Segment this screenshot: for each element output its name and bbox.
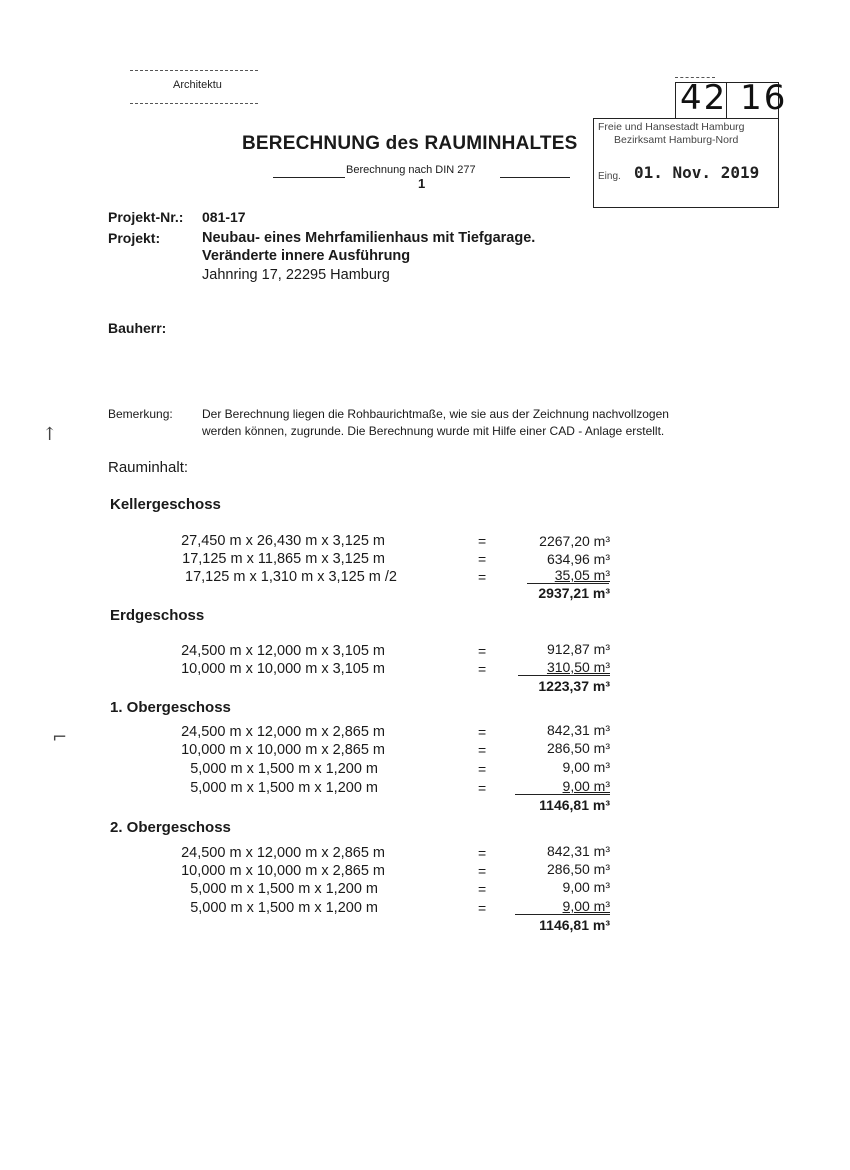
subtitle-line-right xyxy=(500,177,570,178)
page-number: 42 16 xyxy=(680,78,788,118)
sum-rule xyxy=(515,794,610,795)
equals-sign: = xyxy=(478,761,487,777)
section-title-erdgeschoss: Erdgeschoss xyxy=(110,607,205,624)
equals-sign: = xyxy=(478,569,487,585)
value-cell: 9,00 m³ xyxy=(562,898,610,914)
projekt-nr-label: Projekt-Nr.: xyxy=(108,209,184,225)
equals-sign: = xyxy=(478,881,487,897)
sum-rule xyxy=(515,914,610,915)
rauminhalt-label: Rauminhalt: xyxy=(108,459,189,476)
margin-mark-1: ↑ xyxy=(42,424,58,445)
bemerkung-line-1: Der Berechnung liegen die Rohbaurichtmaße, wie sie aus der Zeichnung nachvollzogen xyxy=(202,407,669,421)
equals-sign: = xyxy=(478,643,487,659)
formula-row: 27,450 m x 26,430 m x 3,125 m xyxy=(181,533,385,549)
subtitle: Berechnung nach DIN 277 xyxy=(346,164,476,176)
formula-row: 17,125 m x 1,310 m x 3,125 m /2 xyxy=(185,569,397,585)
formula-row: 10,000 m x 10,000 m x 2,865 m xyxy=(181,742,385,758)
section-total: 1146,81 m³ xyxy=(539,917,610,933)
projekt-line-2: Veränderte innere Ausführung xyxy=(202,248,411,264)
projekt-nr-value: 081-17 xyxy=(202,209,246,225)
architekt-label: Architektu xyxy=(173,79,222,91)
value-cell: 634,96 m³ xyxy=(546,551,610,567)
stamp-office: Bezirksamt Hamburg-Nord xyxy=(614,134,739,146)
value-cell: 286,50 m³ xyxy=(546,861,610,877)
stamp-date: 01. Nov. 2019 xyxy=(634,163,760,182)
formula-row: 24,500 m x 12,000 m x 2,865 m xyxy=(181,724,385,740)
projekt-line-1: Neubau- eines Mehrfamilienhaus mit Tiefgarage. xyxy=(202,230,536,246)
section-total: 1146,81 m³ xyxy=(539,797,610,813)
equals-sign: = xyxy=(478,780,487,796)
subtitle-line-left xyxy=(273,177,345,178)
stamp-eing-label: Eing. xyxy=(598,171,621,182)
value-cell: 2267,20 m³ xyxy=(539,533,610,549)
formula-row: 10,000 m x 10,000 m x 3,105 m xyxy=(181,661,385,677)
equals-sign: = xyxy=(478,863,487,879)
section-title-kellergeschoss: Kellergeschoss xyxy=(110,496,221,513)
equals-sign: = xyxy=(478,551,487,567)
bemerkung-label: Bemerkung: xyxy=(108,407,173,421)
formula-row: 5,000 m x 1,500 m x 1,200 m xyxy=(190,780,378,796)
section-title-1-obergeschoss: 1. Obergeschoss xyxy=(110,699,231,716)
page-title: BERECHNUNG des RAUMINHALTES xyxy=(242,133,578,154)
dotted-line-bottom xyxy=(130,103,258,104)
dotted-line-top xyxy=(130,70,258,71)
formula-row: 10,000 m x 10,000 m x 2,865 m xyxy=(181,863,385,879)
receipt-stamp xyxy=(593,118,779,208)
value-cell: 9,00 m³ xyxy=(562,778,610,794)
formula-row: 24,500 m x 12,000 m x 2,865 m xyxy=(181,845,385,861)
section-title-2-obergeschoss: 2. Obergeschoss xyxy=(110,819,231,836)
value-cell: 9,00 m³ xyxy=(562,879,610,895)
value-cell: 310,50 m³ xyxy=(546,659,610,675)
formula-row: 5,000 m x 1,500 m x 1,200 m xyxy=(190,761,378,777)
projekt-label: Projekt: xyxy=(108,230,161,246)
value-cell: 842,31 m³ xyxy=(546,722,610,738)
value-cell: 9,00 m³ xyxy=(562,759,610,775)
formula-row: 17,125 m x 11,865 m x 3,125 m xyxy=(182,551,385,567)
formula-row: 5,000 m x 1,500 m x 1,200 m xyxy=(190,900,378,916)
equals-sign: = xyxy=(478,661,487,677)
stamp-authority: Freie und Hansestadt Hamburg xyxy=(598,121,745,133)
bemerkung-line-2: werden können, zugrunde. Die Berechnung wurde mit Hilfe einer CAD - Anlage erstellt. xyxy=(202,424,665,438)
equals-sign: = xyxy=(478,724,487,740)
bauherr-label: Bauherr: xyxy=(108,320,167,336)
value-cell: 286,50 m³ xyxy=(546,740,610,756)
formula-row: 24,500 m x 12,000 m x 3,105 m xyxy=(181,643,385,659)
sheet-number: 1 xyxy=(418,176,426,191)
value-cell: 35,05 m³ xyxy=(554,567,610,583)
equals-sign: = xyxy=(478,900,487,916)
equals-sign: = xyxy=(478,533,487,549)
value-cell: 842,31 m³ xyxy=(546,843,610,859)
sum-rule xyxy=(527,583,609,584)
projekt-address: Jahnring 17, 22295 Hamburg xyxy=(202,267,390,283)
section-total: 1223,37 m³ xyxy=(538,678,610,694)
equals-sign: = xyxy=(478,742,487,758)
value-cell: 912,87 m³ xyxy=(546,641,610,657)
margin-mark-2: ⌐ xyxy=(52,727,68,748)
sum-rule xyxy=(518,675,610,676)
equals-sign: = xyxy=(478,845,487,861)
formula-row: 5,000 m x 1,500 m x 1,200 m xyxy=(190,881,378,897)
section-total: 2937,21 m³ xyxy=(538,585,610,601)
